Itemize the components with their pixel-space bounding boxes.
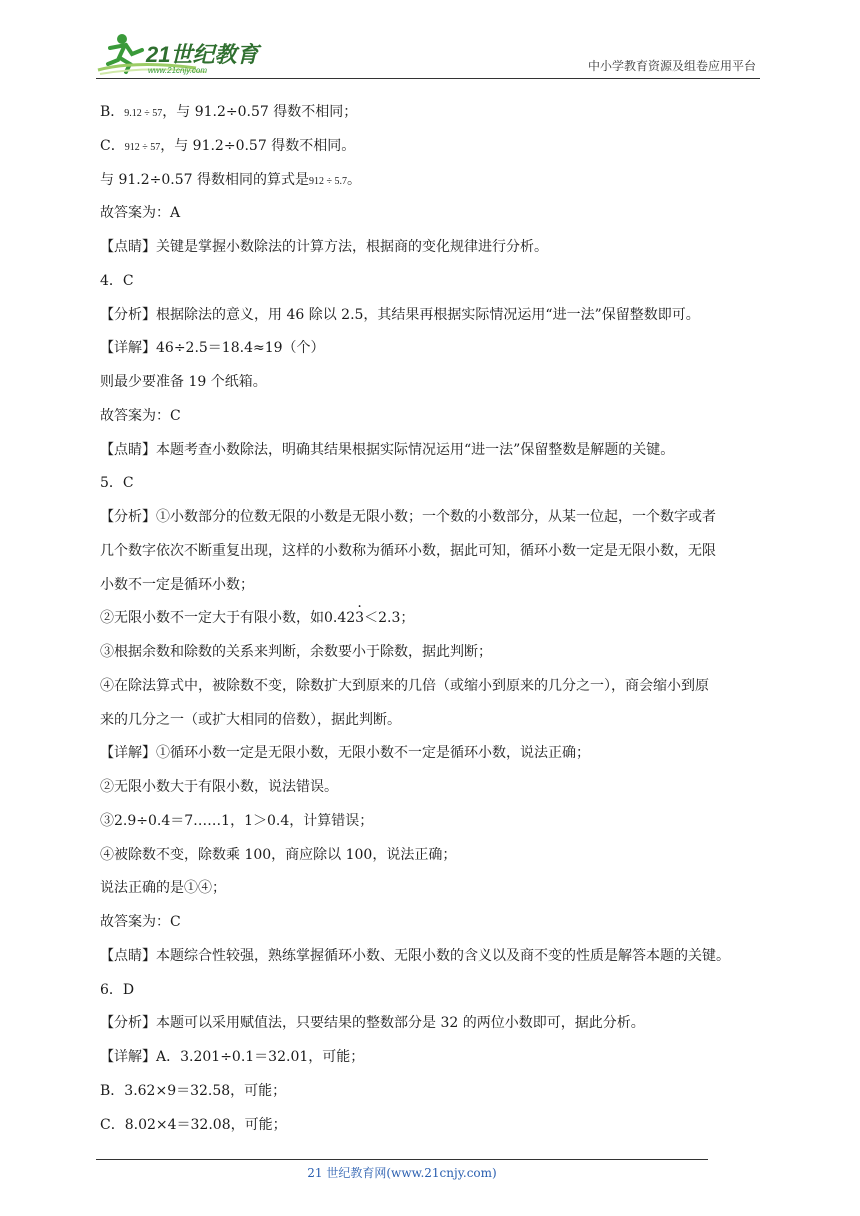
question-number: 6．D (100, 981, 135, 998)
answer-line: 故答案为：C (100, 914, 181, 930)
text-line: ④在除法算式中，被除数不变，除数扩大到原来的几倍（或缩小到原来的几分之一），商会缩小到原 (100, 677, 709, 694)
text-line: ④被除数不变，除数乘 100，商应除以 100，说法正确； (100, 846, 457, 863)
text-line: ②无限小数大于有限小数，说法错误。 (100, 779, 338, 795)
tip-line: 【点睛】关键是掌握小数除法的计算方法，根据商的变化规律进行分析。 (100, 239, 548, 255)
footer-divider (96, 1159, 708, 1160)
expression: 912 ÷ 5.7 (308, 175, 347, 187)
analysis-line: 【分析】根据除法的意义，用 46 除以 2.5，其结果再根据实际情况运用“进一法”保留整数即可。 (100, 306, 700, 323)
detail-line: 【详解】①循环小数一定是无限小数，无限小数不一定是循环小数，说法正确； (100, 745, 590, 762)
footer-link[interactable]: 21 世纪教育网(www.21cnjy.com) (307, 1166, 497, 1180)
page-header (96, 30, 760, 79)
text-line: 来的几分之一（或扩大相同的倍数），据此判断。 (100, 711, 401, 728)
text-line: 则最少要准备 19 个纸箱。 (100, 374, 267, 390)
expression: 912 ÷ 57 (124, 141, 161, 153)
expression: 9.12 ÷ 57 (124, 108, 163, 119)
text-line: C．8.02×4＝32.08，可能； (100, 1116, 287, 1133)
conclusion-line: 与 91.2÷0.57 得数相同的算式是912 ÷ 5.7。 (100, 171, 361, 188)
detail-line: 【详解】A．3.201÷0.1＝32.01，可能； (100, 1049, 365, 1065)
runner-logo-icon (96, 30, 266, 76)
text-line: ②无限小数不一定大于有限小数，如0.423 ·＜2.3； (100, 602, 765, 636)
tip-line: 【点睛】本题综合性较强，熟练掌握循环小数、无限小数的含义以及商不变的性质是解答本题的关键。 (100, 947, 730, 964)
tip-line: 【点睛】本题考查小数除法，明确其结果根据实际情况运用“进一法”保留整数是解题的关键。 (100, 441, 675, 458)
logo-url-text: www.21cnjy.com (148, 66, 207, 75)
text-line: B．3.62×9＝32.58，可能； (100, 1082, 287, 1099)
header-platform-text: 中小学教育资源及组卷应用平台 (587, 59, 756, 73)
logo-text: 21世纪教育 (146, 42, 259, 67)
analysis-line: 【分析】①小数部分的位数无限的小数是无限小数；一个数的小数部分，从某一位起，一个数字或者 (100, 509, 716, 525)
text-line: ③根据余数和除数的关系来判断，余数要小于除数，据此判断； (100, 644, 492, 660)
repeating-digit: 3 · (355, 602, 364, 636)
question-number: 4．C (100, 272, 134, 289)
answer-line: 故答案为：C (100, 407, 181, 424)
option-b-line: B．9.12 ÷ 57，与 91.2÷0.57 得数不相同； (100, 104, 358, 120)
analysis-line: 【分析】本题可以采用赋值法，只要结果的整数部分是 32 的两位小数即可，据此分析。 (100, 1015, 645, 1032)
detail-line: 【详解】46÷2.5＝18.4≈19（个） (100, 340, 325, 357)
text-line: 说法正确的是①④； (100, 880, 226, 897)
answer-content (100, 96, 765, 1142)
option-c-line: C．912 ÷ 57，与 91.2÷0.57 得数不相同。 (100, 137, 356, 154)
decimal-number: 0.42 (324, 610, 356, 627)
text-line: 几个数字依次不断重复出现，这样的小数称为循环小数，据此可知，循环小数一定是无限小数，无限 (100, 542, 716, 559)
site-logo[interactable] (96, 30, 266, 76)
text-line: ③2.9÷0.4＝7……1，1＞0.4，计算错误； (100, 812, 374, 829)
text-line: 小数不一定是循环小数； (100, 576, 254, 593)
question-number: 5．C (100, 475, 134, 492)
answer-line: 故答案为：A (100, 205, 181, 222)
